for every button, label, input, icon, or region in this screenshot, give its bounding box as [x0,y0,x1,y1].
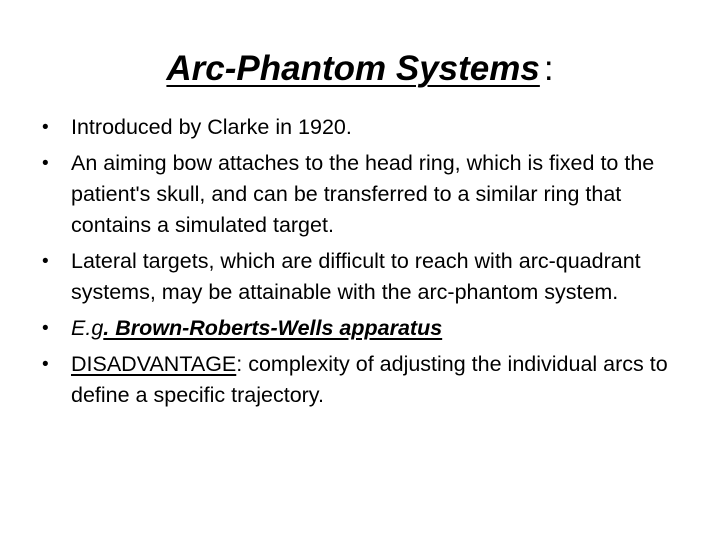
bullet-text: An aiming bow attaches to the head ring, which is fixed to the patient's skull, and can be transferred to a similar ring that contains a simulated target. [71,151,655,237]
apparatus-name: . Brown-Roberts-Wells apparatus [103,316,443,340]
slide-title-colon: : [543,49,554,88]
bullet-item [42,246,682,308]
bullet-item [42,112,682,143]
bullet-text: Introduced by Clarke in 1920. [71,115,352,139]
bullet-item [42,349,682,411]
bullet-icon: • [42,117,49,138]
bullet-icon: • [42,318,49,339]
slide-title [0,44,720,94]
bullet-icon: • [42,251,49,272]
disadvantage-label: DISADVANTAGE [71,352,237,376]
slide-title-text: Arc-Phantom Systems [166,49,540,88]
bullet-text: : complexity of adjusting the individual arcs to define a specific trajectory. [71,352,668,407]
bullet-text: Lateral targets, which are difficult to reach with arc-quadrant systems, may be attainable with the arc-phantom system. [71,249,641,304]
bullet-item [42,313,682,344]
bullet-icon: • [42,354,49,375]
example-prefix: E.g [71,316,104,340]
bullet-item [42,148,682,241]
bullet-list [42,112,682,416]
bullet-icon: • [42,153,49,174]
